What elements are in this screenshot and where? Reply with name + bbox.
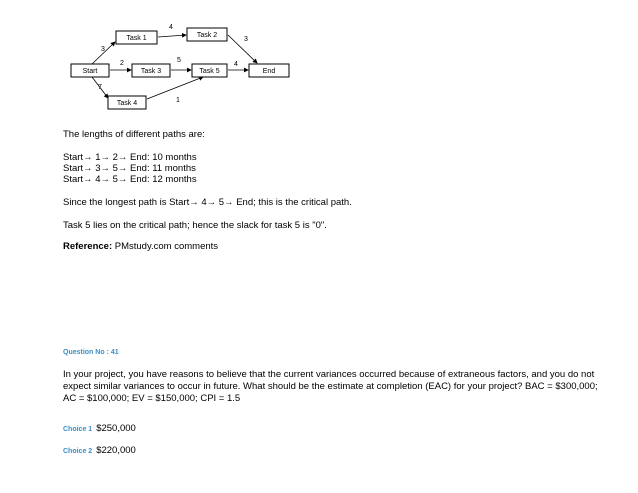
node-task2-label: Task 2	[196, 32, 218, 39]
critical-path-statement: Since the longest path is Start→ 4→ 5→ End; this is the critical path.	[63, 197, 352, 208]
edge-label-task2-end: 3	[244, 36, 248, 43]
edge-task2-end	[228, 35, 257, 63]
path-line-2: Start→ 3→ 5→ End: 11 months	[63, 163, 196, 174]
edge-label-start-task1: 3	[101, 46, 105, 53]
node-task5-label: Task 5	[199, 68, 220, 75]
node-end-label: End	[262, 68, 276, 75]
edge-label-task3-task5: 5	[177, 57, 181, 64]
slack-statement: Task 5 lies on the critical path; hence the slack for task 5 is "0".	[63, 220, 327, 231]
path-line-1: Start→ 1→ 2→ End: 10 months	[63, 152, 197, 163]
edge-label-start-task3: 2	[120, 60, 124, 67]
choice-2-value: $220,000	[96, 445, 136, 456]
choice-2-label: Choice 2	[63, 448, 93, 455]
edge-label-start-task4: 7	[98, 84, 102, 91]
reference-line	[63, 241, 218, 253]
node-task2	[187, 28, 227, 41]
path-line-3: Start→ 4→ 5→ End: 12 months	[63, 174, 197, 185]
node-task1-label: Task 1	[126, 35, 147, 42]
choice-1[interactable]	[63, 423, 136, 434]
choice-2[interactable]	[63, 445, 136, 456]
node-task5	[192, 64, 227, 77]
edge-label-task5-end: 4	[234, 61, 238, 68]
paths-intro: The lengths of different paths are:	[63, 129, 205, 140]
edge-label-task4-task5: 1	[176, 97, 180, 104]
node-end	[249, 64, 289, 77]
node-task4	[108, 96, 146, 109]
node-start-label: Start	[82, 68, 98, 75]
question-text: In your project, you have reasons to believe that the current variances occurred because of extraneous factors, and you do not expect similar variances to occur in future. What should be the estimate at completion (EAC) for your project? BAC = $300,000; AC = $100,000; EV = $150,000; CPI = 1.5	[63, 369, 598, 404]
edge-task1-task2	[158, 35, 186, 37]
choice-1-label: Choice 1	[63, 426, 93, 433]
network-diagram	[0, 0, 638, 120]
reference-label: Reference:	[63, 241, 113, 252]
node-task3	[132, 64, 170, 77]
node-start	[71, 64, 109, 77]
choice-1-value: $250,000	[96, 423, 136, 434]
reference-text: PMstudy.com comments	[112, 241, 219, 252]
node-task1	[116, 31, 157, 44]
question-number: Question No : 41	[63, 349, 119, 356]
edge-label-task1-task2: 4	[169, 24, 173, 31]
node-task4-label: Task 4	[116, 100, 138, 107]
edge-task4-task5	[147, 77, 203, 99]
node-task3-label: Task 3	[140, 68, 162, 75]
